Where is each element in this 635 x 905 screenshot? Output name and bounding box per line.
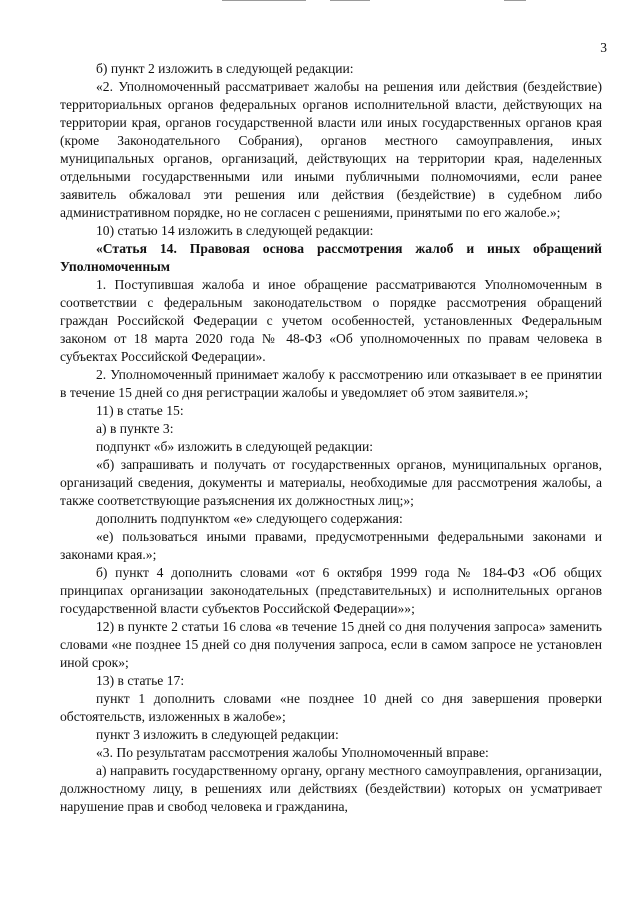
paragraph: а) направить государственному органу, органу местного самоуправления, организации, должностному лицу, в решениях или действиях (бездействии) которых он усматривает нарушение прав и свобод человека и гражданина, [60, 763, 602, 814]
paragraph: «б) запрашивать и получать от государственных органов, муниципальных органов, организаций сведения, документы и материалы, необходимые для рассмотрения жалобы, а также соответствующие разъяснения их должностных лиц;»; [60, 457, 602, 508]
paragraph: б) пункт 4 дополнить словами «от 6 октября 1999 года № 184-ФЗ «Об общих принципах организации законодательных (представительных) и исполнительных органов государственной власти субъектов Российской Федерации»»; [60, 565, 602, 616]
scan-edge-mark [330, 0, 370, 1]
paragraph: 2. Уполномоченный принимает жалобу к рассмотрению или отказывает в ее принятии в течение 15 дней со дня регистрации жалобы и уведомляет об этом заявителя.»; [60, 367, 602, 400]
paragraph: подпункт «б» изложить в следующей редакции: [96, 439, 374, 454]
paragraph: 12) в пункте 2 статьи 16 слова «в течение 15 дней со дня получения запроса» заменить словами «не позднее 15 дней со дня получения запроса, если в самом запросе не установлен иной срок»; [60, 619, 602, 670]
paragraph: а) в пункте 3: [96, 421, 174, 436]
paragraph: «3. По результатам рассмотрения жалобы Уполномоченный вправе: [96, 745, 489, 760]
paragraph: «е) пользоваться иными правами, предусмотренными федеральными законами и законами края.»; [60, 529, 602, 562]
scan-edge-mark [504, 0, 526, 1]
paragraph: пункт 3 изложить в следующей редакции: [96, 727, 339, 742]
paragraph: 11) в статье 15: [96, 403, 184, 418]
paragraph: 1. Поступившая жалоба и иное обращение рассматриваются Уполномоченным в соответствии с федеральным законодательством о порядке рассмотрения обращений граждан Российской Федерации с учетом особенностей, установленных Федеральным законом от 18 марта 2020 года № 48-ФЗ «Об уполномоченных по правам человека в субъектах Российской Федерации». [60, 277, 602, 364]
paragraph: «2. Уполномоченный рассматривает жалобы на решения или действия (бездействие) территориальных органов федеральных органов исполнительной власти, действующих на территории края, органов государственной власти или иных государственных органов края (кроме Законодательного Собрания), органов местного самоуправления, иных муниципальных органов, организаций, действующих на территории края, наделенных отдельными государственными или иными публичными полномочиями, если ранее заявитель обжаловал эти решения или действия (бездействие) в судебном либо административном порядке, но не согласен с решениями, принятыми по его жалобе.»; [60, 79, 602, 220]
paragraph: б) пункт 2 изложить в следующей редакции: [96, 61, 354, 76]
page-number: 3 [600, 40, 607, 55]
document-body [60, 60, 602, 816]
paragraph: пункт 1 дополнить словами «не позднее 10 дней со дня завершения проверки обстоятельств, изложенных в жалобе»; [60, 691, 602, 724]
article-heading: «Статья 14. Правовая основа рассмотрения жалоб и иных обращений Уполномоченным [60, 241, 602, 274]
scan-edge-mark [222, 0, 306, 1]
paragraph: дополнить подпунктом «е» следующего содержания: [96, 511, 403, 526]
paragraph: 10) статью 14 изложить в следующей редакции: [96, 223, 374, 238]
paragraph: 13) в статье 17: [96, 673, 185, 688]
